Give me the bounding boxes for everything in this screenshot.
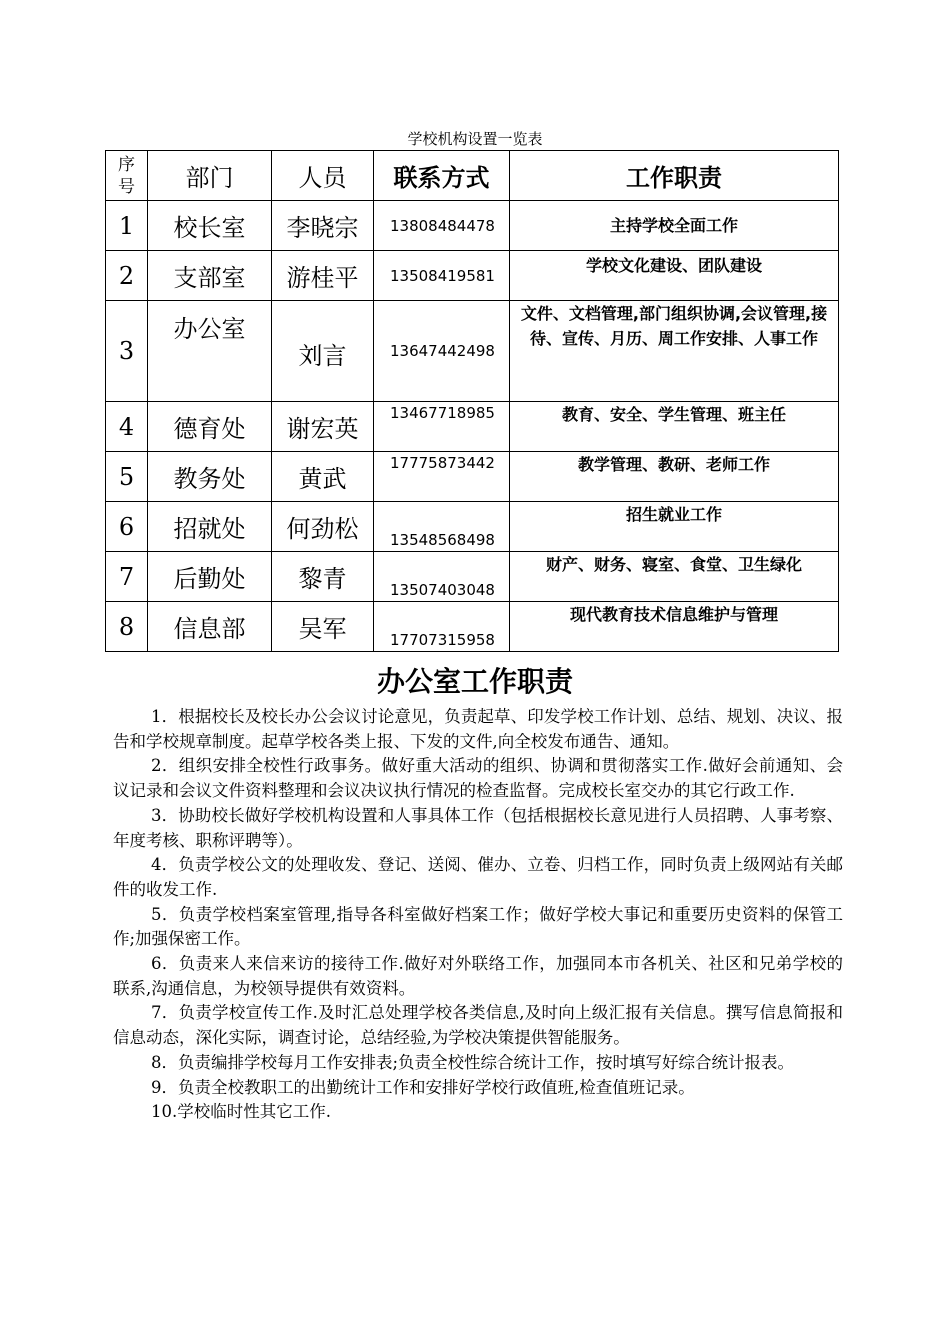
row-num: 5 (106, 452, 148, 502)
row-phone: 13507403048 (374, 552, 510, 602)
header-dept: 部门 (148, 151, 272, 201)
duty-paragraph: 8．负责编排学校每月工作安排表;负责全校性综合统计工作，按时填写好综合统计报表。 (151, 1052, 795, 1072)
duty-paragraph: 3．协助校长做好学校机构设置和人事具体工作（包括根据校长意见进行人员招聘、人事考察、年度考核、职称评聘等）。 (113, 805, 843, 850)
row-duty: 现代教育技术信息维护与管理 (510, 602, 839, 652)
table-row (106, 552, 839, 602)
row-phone: 13647442498 (374, 301, 510, 402)
row-dept: 招就处 (148, 502, 272, 552)
duty-paragraph: 1．根据校长及校长办公会议讨论意见，负责起草、印发学校工作计划、总结、规划、决议、报告和学校规章制度。起草学校各类上报、下发的文件,向全校发布通告、通知。 (113, 707, 843, 751)
row-person: 何劲松 (272, 502, 374, 552)
row-phone: 13467718985 (374, 402, 510, 452)
duty-paragraph: 4．负责学校公文的处理收发、登记、送阅、催办、立卷、归档工作，同时负责上级网站有关邮件的收发工作. (113, 855, 843, 899)
row-duty: 招生就业工作 (510, 502, 839, 552)
row-num: 3 (106, 301, 148, 402)
duty-paragraph: 5．负责学校档案室管理,指导各科室做好档案工作；做好学校大事记和重要历史资料的保管工作;加强保密工作。 (113, 904, 843, 949)
row-dept: 办公室 (148, 301, 272, 402)
table-row (106, 201, 839, 251)
row-duty: 主持学校全面工作 (510, 201, 839, 251)
row-num: 4 (106, 402, 148, 452)
table-row (106, 452, 839, 502)
row-num: 7 (106, 552, 148, 602)
duty-paragraph: 2．组织安排全校性行政事务。做好重大活动的组织、协调和贯彻落实工作.做好会前通知、会议记录和会议文件资料整理和会议决议执行情况的检查监督。完成校长室交办的其它行政工作. (113, 756, 843, 801)
row-duty: 教学管理、教研、老师工作 (510, 452, 839, 502)
table-row (106, 402, 839, 452)
row-person: 吴军 (272, 602, 374, 652)
row-num: 1 (106, 201, 148, 251)
row-phone: 17775873442 (374, 452, 510, 502)
row-phone: 13548568498 (374, 502, 510, 552)
table-header-row (106, 151, 839, 201)
row-duty: 文件、文档管理,部门组织协调,会议管理,接待、宣传、月历、周工作安排、人事工作 (510, 301, 839, 402)
row-num: 8 (106, 602, 148, 652)
row-person: 游桂平 (272, 251, 374, 301)
row-duty: 教育、安全、学生管理、班主任 (510, 402, 839, 452)
row-dept: 德育处 (148, 402, 272, 452)
table-row (106, 502, 839, 552)
row-person: 黄武 (272, 452, 374, 502)
row-dept: 教务处 (148, 452, 272, 502)
header-duty: 工作职责 (510, 151, 839, 201)
table-caption: 学校机构设置一览表 (407, 130, 543, 148)
header-contact: 联系方式 (374, 151, 510, 201)
organization-table (105, 150, 839, 652)
table-row (106, 602, 839, 652)
duty-paragraph: 6．负责来人来信来访的接待工作.做好对外联络工作，加强同本市各机关、社区和兄弟学校的联系,沟通信息，为校领导提供有效资料。 (113, 954, 843, 998)
header-num: 序号 (106, 151, 148, 201)
row-dept: 信息部 (148, 602, 272, 652)
row-phone: 13508419581 (374, 251, 510, 301)
row-person: 谢宏英 (272, 402, 374, 452)
row-num: 2 (106, 251, 148, 301)
row-duty: 学校文化建设、团队建设 (510, 251, 839, 301)
row-dept: 校长室 (148, 201, 272, 251)
header-person: 人员 (272, 151, 374, 201)
row-phone: 17707315958 (374, 602, 510, 652)
row-person: 刘言 (272, 301, 374, 402)
table-row (106, 301, 839, 402)
row-num: 6 (106, 502, 148, 552)
row-dept: 支部室 (148, 251, 272, 301)
row-person: 黎青 (272, 552, 374, 602)
duty-paragraph: 9．负责全校教职工的出勤统计工作和安排好学校行政值班,检查值班记录。 (151, 1077, 695, 1097)
section-body (113, 705, 843, 1125)
table-row (106, 251, 839, 301)
row-person: 李晓宗 (272, 201, 374, 251)
section-title: 办公室工作职责 (376, 665, 573, 698)
duty-paragraph: 10.学校临时性其它工作. (151, 1102, 331, 1122)
row-duty: 财产、财务、寝室、食堂、卫生绿化 (510, 552, 839, 602)
duty-paragraph: 7．负责学校宣传工作.及时汇总处理学校各类信息,及时向上级汇报有关信息。撰写信息简报和信息动态，深化实际，调查讨论，总结经验,为学校决策提供智能服务。 (113, 1003, 843, 1048)
row-dept: 后勤处 (148, 552, 272, 602)
row-phone: 13808484478 (374, 201, 510, 251)
